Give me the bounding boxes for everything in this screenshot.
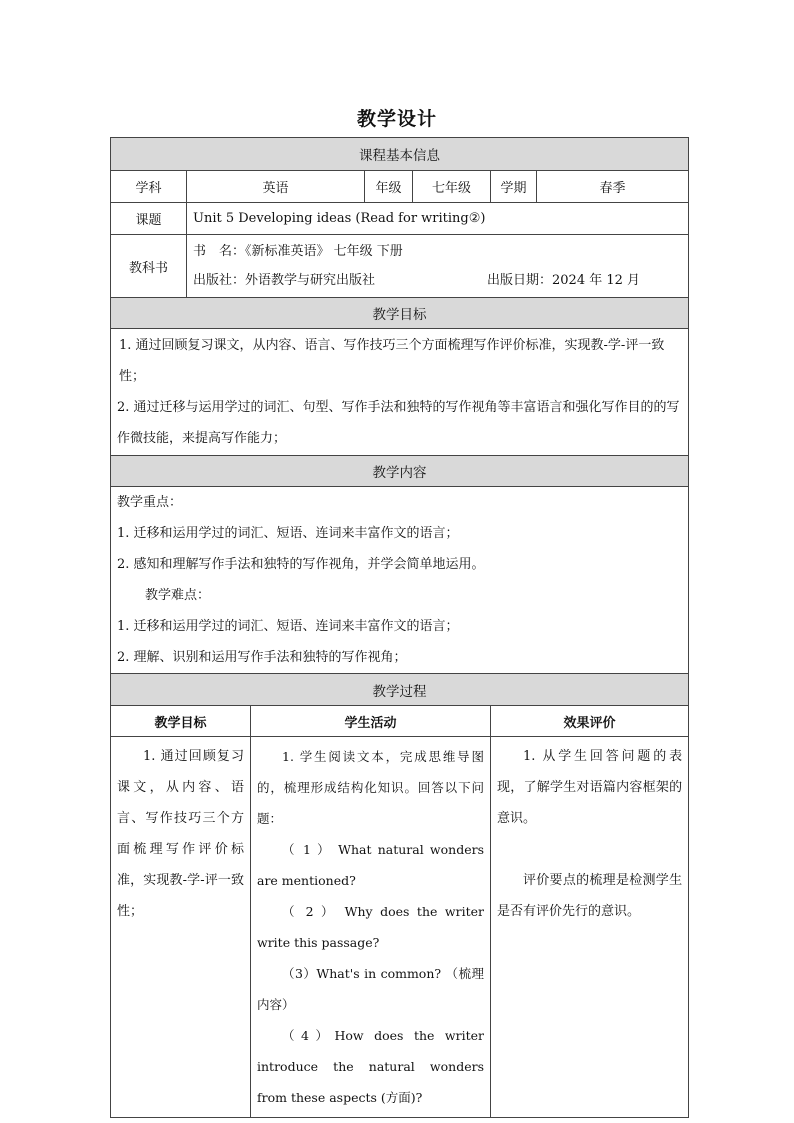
process-header-evaluation: 效果评价 bbox=[491, 706, 689, 737]
publisher-line: 出版社：外语教学与研究出版社 bbox=[193, 273, 376, 288]
process-header-goal: 教学目标 bbox=[111, 706, 251, 737]
publisher-row bbox=[193, 266, 688, 295]
section-objectives: 教学目标 bbox=[111, 298, 689, 329]
section-process: 教学过程 bbox=[111, 674, 689, 706]
difficult-point-2: 2. 理解、识别和运用写作手法和独特的写作视角； bbox=[117, 650, 407, 665]
term-value: 春季 bbox=[537, 171, 689, 203]
process-goal-cell bbox=[111, 737, 251, 1118]
process-header-activity: 学生活动 bbox=[251, 706, 491, 737]
activity-intro: 1. 学生阅读文本，完成思维导图的，梳理形成结构化知识。回答以下问题： bbox=[257, 749, 484, 826]
evaluation-spacer bbox=[497, 834, 682, 865]
difficult-point-1: 1. 迁移和运用学过的词汇、短语、连词来丰富作文的语言； bbox=[117, 619, 459, 634]
key-point-1: 1. 迁移和运用学过的词汇、短语、连词来丰富作文的语言； bbox=[117, 526, 459, 541]
document-title: 教学设计 bbox=[356, 108, 437, 130]
evaluation-2: 评价要点的梳理是检测学生是否有评价先行的意识。 bbox=[497, 873, 683, 919]
objective-2: 2. 通过迁移与运用学过的词汇、句型、写作手法和独特的写作视角等丰富语言和强化写作目的的写作微技能，来提高写作能力； bbox=[117, 400, 680, 446]
activity-question-3: （3）What's in common? （梳理内容） bbox=[257, 966, 484, 1012]
textbook-info bbox=[187, 235, 689, 298]
grade-value: 七年级 bbox=[413, 171, 491, 203]
key-points-label: 教学重点： bbox=[117, 495, 183, 510]
subject-label: 学科 bbox=[111, 171, 187, 203]
textbook-label: 教科书 bbox=[111, 235, 187, 298]
activity-question-2: （ 2 ） Why does the writer write this passage? bbox=[257, 904, 484, 950]
publish-date-line: 出版日期：2024 年 12 月 bbox=[487, 273, 641, 288]
process-evaluation-cell bbox=[491, 737, 689, 1118]
evaluation-1: 1. 从学生回答问题的表现，了解学生对语篇内容框架的意识。 bbox=[497, 749, 683, 826]
difficult-points-label: 教学难点： bbox=[145, 588, 211, 603]
topic-label: 课题 bbox=[111, 203, 187, 235]
activity-question-1: （ 1 ） What natural wonders are mentioned? bbox=[257, 842, 484, 888]
objective-1: 1. 通过回顾复习课文，从内容、语言、写作技巧三个方面梳理写作评价标准，实现教-学-评一致性； bbox=[119, 338, 665, 384]
topic-value: Unit 5 Developing ideas (Read for writing②) bbox=[187, 203, 689, 235]
lesson-plan-table bbox=[110, 137, 689, 1118]
subject-value: 英语 bbox=[187, 171, 365, 203]
process-activity-cell bbox=[251, 737, 491, 1118]
objectives-cell bbox=[111, 329, 689, 456]
book-name-line: 书 名：《新标准英语》 七年级 下册 bbox=[193, 244, 403, 259]
section-basic-info: 课程基本信息 bbox=[111, 138, 689, 171]
section-content: 教学内容 bbox=[111, 456, 689, 487]
grade-label: 年级 bbox=[365, 171, 413, 203]
key-point-2: 2. 感知和理解写作手法和独特的写作视角，并学会简单地运用。 bbox=[117, 557, 485, 572]
content-cell bbox=[111, 487, 689, 674]
activity-question-4: （4）How does the writer introduce the natural wonders from these aspects (方面)? bbox=[257, 1028, 484, 1105]
term-label: 学期 bbox=[491, 171, 537, 203]
process-goal-text: 1. 通过回顾复习课文，从内容、语言、写作技巧三个方面梳理写作评价标准，实现教-学-评一致性； bbox=[117, 749, 244, 919]
